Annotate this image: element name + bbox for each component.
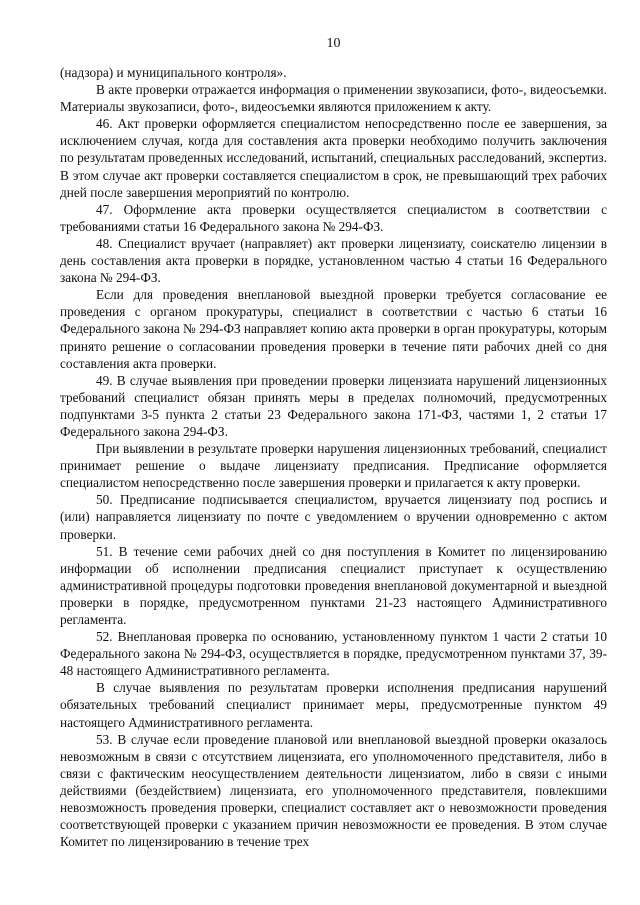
paragraph-item-51: 51. В течение семи рабочих дней со дня поступления в Комитет по лицензированию информации об исполнении предписания специалист приступает к осуществлению административной процедуры подготовки проведения внеплановой документарной и выездной проверки в порядке, предусмотренном пунктами 21-23 настоящего Административного регламента. <box>60 543 607 627</box>
paragraph-7: При выявлении в результате проверки нарушения лицензионных требований, специалист принимает решение о выдаче лицензиату предписания. Предписание оформляется специалистом непосредственно после завершения проверки и прилагается к акту проверки. <box>60 441 607 491</box>
paragraph-item-49: 49. В случае выявления при проведении проверки лицензиата нарушений лицензионных требований специалист обязан принять меры в пределах полномочий, предусмотренных подпунктами 3-5 пункта 2 статьи 23 Федерального закона 171-ФЗ, частями 1, 2 статьи 17 Федерального закона 294-ФЗ. <box>60 372 607 439</box>
paragraph-item-53: 53. В случае если проведение плановой или внеплановой выездной проверки оказалось невозможным в связи с отсутствием лицензиата, его уполномоченного представителя, либо в связи с фактическим неосуществлением деятельности лицензиатом, либо в связи с иными действиями (бездействием) лицензиата, его уполномоченного представителя, повлекшими невозможность проведения проверки, специалист составляет акт о невозможности проведения соответствующей проверки с указанием причин невозможности ее проведения. В этом случае Комитет по лицензированию в течение трех <box>60 731 607 850</box>
paragraph-2: В акте проверки отражается информация о применении звукозаписи, фото-, видеосъемки. Материалы звукозаписи, фото-, видеосъемки являются приложением к акту. <box>60 82 607 115</box>
document-body <box>60 64 607 850</box>
paragraph-item-47: 47. Оформление акта проверки осуществляется специалистом в соответствии с требованиями статьи 16 Федерального закона № 294-ФЗ. <box>60 201 607 234</box>
paragraph-item-48: 48. Специалист вручает (направляет) акт проверки лицензиату, соискателю лицензии в день составления акта проверки в порядке, установленном частью 4 статьи 16 Федерального закона № 294-ФЗ. <box>60 235 607 286</box>
page-number: 10 <box>326 36 341 51</box>
paragraph-5: Если для проведения внеплановой выездной проверки требуется согласование ее проведения с органом прокуратуры, специалист в соответствии с частью 6 статьи 16 Федерального закона № 294-ФЗ направляет копию акта проверки в орган прокуратуры, которым принято решение о согласовании проведения проверки в течение пяти рабочих дней со дня составления акта проверки. <box>60 287 607 371</box>
paragraph-1: (надзора) и муниципального контроля». <box>60 65 287 80</box>
paragraph-item-50: 50. Предписание подписывается специалистом, вручается лицензиату под роспись и (или) направляется лицензиату по почте с уведомлением о вручении одновременно с актом проверки. <box>60 492 607 542</box>
paragraph-item-52: 52. Внеплановая проверка по основанию, установленному пунктом 1 части 2 статьи 10 Федерального закона № 294-ФЗ, осуществляется в порядке, предусмотренном пунктами 37, 39-48 настоящего Административного регламента. <box>60 629 607 679</box>
paragraph-item-46: 46. Акт проверки оформляется специалистом непосредственно после ее завершения, за исключением случая, когда для составления акта проверки необходимо получить заключения по результатам проведенных исследований, испытаний, специальных расследований, экспертиз. В этом случае акт проверки составляется специалистом в срок, не превышающий трех рабочих дней после завершения мероприятий по контролю. <box>60 116 607 200</box>
paragraph-11: В случае выявления по результатам проверки исполнения предписания нарушений обязательных требований специалист принимает меры, предусмотренные пунктом 49 настоящего Административного регламента. <box>60 680 607 730</box>
